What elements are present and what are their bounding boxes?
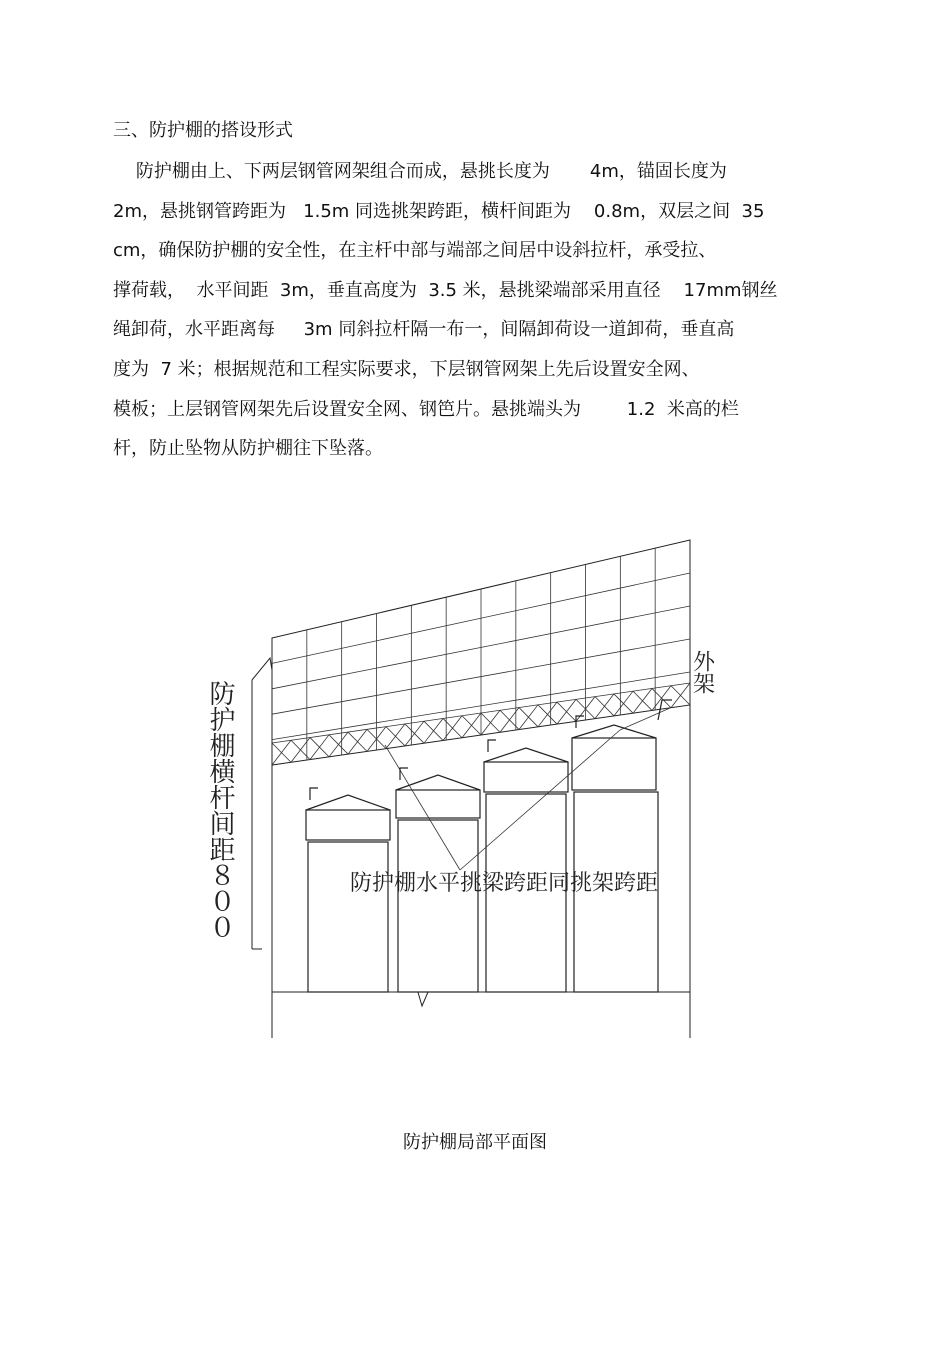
hook [576, 716, 584, 728]
truss-diagonal [386, 724, 405, 749]
paragraph-line: 度为 7 米；根据规范和工程实际要求，下层钢管网架上先后设置安全网、 [113, 358, 700, 380]
hook [310, 788, 318, 800]
truss-diagonal [329, 732, 348, 757]
truss-diagonal [272, 740, 291, 765]
section-heading: 三、防护棚的搭设形式 [113, 120, 293, 141]
center-span-label: 防护棚水平挑梁跨距同挑架跨距 [350, 871, 659, 896]
truss-diagonal [633, 688, 652, 713]
outer-frame-label: 外架 [689, 650, 715, 694]
truss-diagonal [481, 710, 500, 735]
truss-diagonal [671, 683, 690, 708]
scaffold-unit-3 [484, 748, 568, 992]
paragraph-line: 模板；上层钢管网架先后设置安全网、钢笆片。悬挑端头为 1.2 米高的栏 [113, 398, 739, 420]
truss-diagonal [462, 713, 481, 738]
figure-caption: 防护棚局部平面图 [403, 1132, 547, 1153]
description-paragraph [113, 152, 843, 469]
paragraph-line: 撑荷载， 水平间距 3m，垂直高度为 3.5 米，悬挑梁端部采用直径 17mm钢丝 [113, 279, 778, 301]
truss-diagonal [519, 705, 538, 730]
truss-diagonal [424, 718, 443, 743]
plan-drawing [205, 530, 715, 1054]
hook [400, 768, 408, 780]
dimension-leader [252, 658, 272, 680]
plan-drawing-svg [205, 530, 715, 1050]
truss-diagonal [614, 691, 633, 716]
truss-diagonal [405, 721, 424, 746]
truss-diagonal [348, 729, 367, 754]
paragraph-line: 防护棚由上、下两层钢管网架组合而成，悬挑长度为 4m，锚固长度为 [113, 161, 727, 182]
truss-diagonal [557, 699, 576, 724]
paragraph-line: 2m，悬挑钢管跨距为 1.5m 同选挑架跨距，横杆间距为 0.8m，双层之间 35 [113, 200, 765, 222]
truss-diagonal [310, 735, 329, 760]
paragraph-line: 杆，防止坠物从防护棚往下坠落。 [113, 438, 383, 460]
paragraph-line: 绳卸荷，水平距离每 3m 同斜拉杆隔一布一，间隔卸荷设一道卸荷，垂直高 [113, 319, 735, 341]
scaffold-unit-4 [572, 725, 658, 992]
left-dimension-label: 防护棚横杆间距８００ [205, 680, 235, 940]
truss-diagonal [595, 694, 614, 719]
paragraph-line: cm，确保防护棚的安全性，在主杆中部与端部之间居中设斜拉杆，承受拉、 [113, 240, 717, 262]
truss-diagonal [538, 702, 557, 727]
canopy-grid [272, 548, 690, 760]
hook [488, 740, 496, 752]
